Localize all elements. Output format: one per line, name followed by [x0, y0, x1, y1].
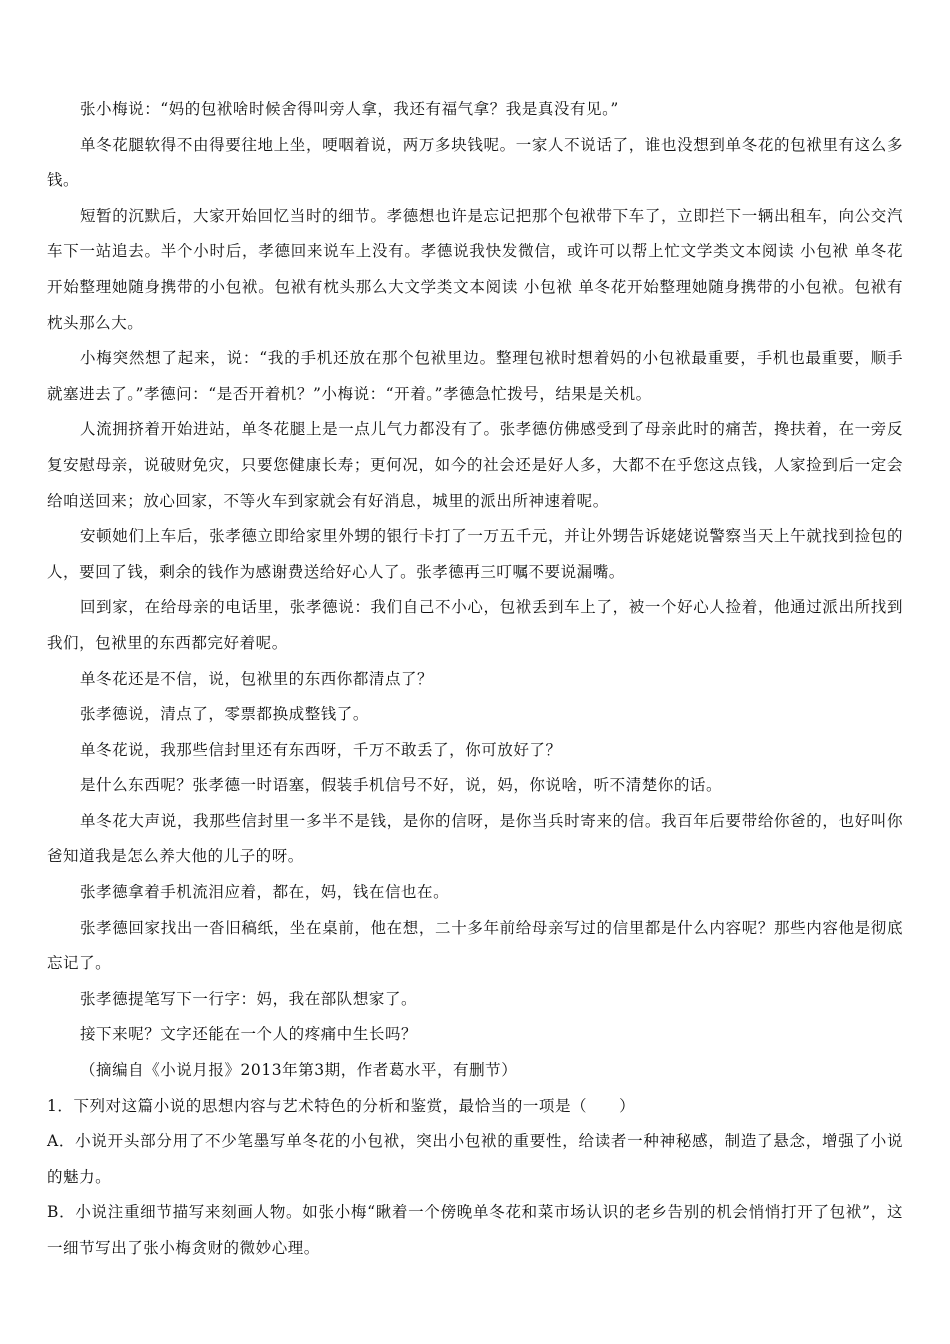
paragraph-5: 人流拥挤着开始进站，单冬花腿上是一点儿气力都没有了。张孝德仿佛感受到了母亲此时的痛苦，搀扶着，在一旁反复安慰母亲，说破财免灾，只要您健康长寿；更何况，如今的社会还是好人多，大都不在乎您这点钱，人家捡到后一定会给咱送回来；放心回家，不等火车到家就会有好消息，城里的派出所神速着呢。 — [47, 420, 903, 510]
paragraph-8: 单冬花还是不信，说，包袱里的东西你都清点了？ — [80, 669, 434, 688]
paragraph-2: 单冬花腿软得不由得要往地上坐，哽咽着说，两万多块钱呢。一家人不说话了，谁也没想到单冬花的包袱里有这么多钱。 — [47, 135, 903, 190]
paragraph-11: 是什么东西呢？张孝德一时语塞，假装手机信号不好，说，妈，你说啥，听不清楚你的话。 — [80, 776, 723, 795]
paragraph-9: 张孝德说，清点了，零票都换成整钱了。 — [80, 705, 369, 724]
paragraph-6: 安顿她们上车后，张孝德立即给家里外甥的银行卡打了一万五千元，并让外甥告诉姥姥说警察当天上午就找到捡包的人，要回了钱，剩余的钱作为感谢费送给好心人了。张孝德再三叮嘱不要说漏嘴。 — [47, 527, 903, 581]
paragraph-4: 小梅突然想了起来，说：“我的手机还放在那个包袱里边。整理包袱时想着妈的小包袱最重要，手机也最重要，顺手就塞进去了。”孝德问：“是否开着机？”小梅说：“开着。”孝德急忙拨号，结果是关机。 — [47, 349, 903, 403]
paragraph-1: 张小梅说：“妈的包袱啥时候舍得叫旁人拿，我还有福气拿？我是真没有见。” — [80, 100, 619, 118]
option-a: A．小说开头部分用了不少笔墨写单冬花的小包袱，突出小包袱的重要性，给读者一种神秘感，制造了悬念，增强了小说的魅力。 — [47, 1132, 903, 1186]
paragraph-14: 张孝德回家找出一沓旧稿纸，坐在桌前，他在想，二十多年前给母亲写过的信里都是什么内容呢？那些内容他是彻底忘记了。 — [47, 918, 903, 973]
paragraph-10: 单冬花说，我那些信封里还有东西呀，千万不敢丢了，你可放好了？ — [80, 740, 562, 759]
document-body — [47, 92, 903, 1267]
source-citation: （摘编自《小说月报》2013年第3期，作者葛水平，有删节） — [80, 1061, 518, 1080]
paragraph-12: 单冬花大声说，我那些信封里一多半不是钱，是你的信呀，是你当兵时寄来的信。我百年后要带给你爸的，也好叫你爸知道我是怎么养大他的儿子的呀。 — [47, 811, 903, 866]
question-stem: 1．下列对这篇小说的思想内容与艺术特色的分析和鉴赏，最恰当的一项是（ ） — [47, 1096, 636, 1115]
paragraph-15: 张孝德提笔写下一行字：妈，我在部队想家了。 — [80, 989, 418, 1008]
paragraph-16: 接下来呢？文字还能在一个人的疼痛中生长吗？ — [80, 1025, 418, 1044]
option-b: B．小说注重细节描写来刻画人物。如张小梅“瞅着一个傍晚单冬花和菜市场认识的老乡告别的机会悄悄打开了包袱”，这一细节写出了张小梅贪财的微妙心理。 — [47, 1203, 903, 1257]
paragraph-7: 回到家，在给母亲的电话里，张孝德说：我们自己不小心，包袱丢到车上了，被一个好心人捡着，他通过派出所找到我们，包袱里的东西都完好着呢。 — [47, 598, 903, 652]
paragraph-13: 张孝德拿着手机流泪应着，都在，妈，钱在信也在。 — [80, 883, 450, 902]
paragraph-3: 短暂的沉默后，大家开始回忆当时的细节。孝德想也许是忘记把那个包袱带下车了，立即拦下一辆出租车，向公交汽车下一站追去。半个小时后，孝德回来说车上没有。孝德说我快发微信，或许可以帮上忙文学类文本阅读 小包袱 单冬花开始整理她随身携带的小包袱。包袱有枕头那么大文学类文本阅读 小包袱 单冬花开始整理她随身携带的小包袱。包袱有枕头那么大。 — [47, 206, 903, 332]
